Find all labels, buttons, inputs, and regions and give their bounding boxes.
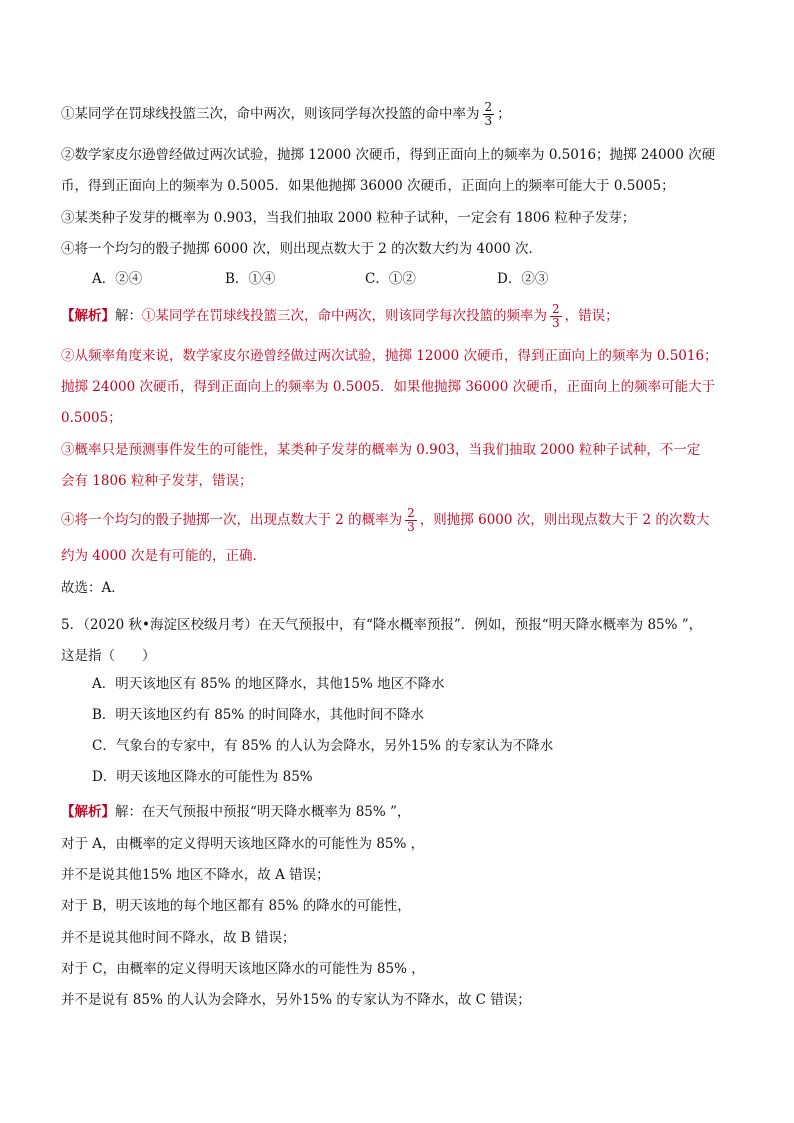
a4-paragraph-3-line-2: 会有 1806 粒种子发芽，错误； (61, 473, 253, 489)
a4-paragraph-2-line-2: 抛掷 24000 次硬币，得到正面向上的频率为 0.5005．如果他抛掷 36000 次硬币，正面向上的频率可能大于 (61, 379, 716, 395)
a4-paragraph-4-line-2: 约为 4000 次是有可能的，正确． (61, 548, 266, 564)
a5-line-1 (61, 800, 410, 824)
q5-option-d: D．明天该地区降水的可能性为 85% (92, 769, 313, 785)
a4-paragraph-4-text: ④将一个均匀的骰子抛掷一次，出现点数大于 2 的概率为 (61, 512, 403, 528)
a4-answer: 故选：A． (61, 580, 125, 596)
a4-paragraph-4-line-1 (61, 505, 710, 534)
q5-stem-line-1: 5．（2020 秋•海淀区校级月考）在天气预报中，有“降水概率预报”．例如，预报“明天降水概率为 85% ”， (61, 617, 703, 633)
a5-line-3: 并不是说其他15% 地区不降水，故 A 错误； (61, 867, 330, 883)
fraction-two-thirds (483, 101, 495, 128)
q4-statement-2-line-2: 币，得到正面向上的频率为 0.5005．如果他抛掷 36000 次硬币，正面向上的频率可能大于 0.5005； (61, 178, 675, 194)
fraction-numerator: 2 (407, 505, 415, 520)
fraction-denominator: 3 (407, 519, 415, 534)
q4-option-d: D．②③ (497, 271, 549, 287)
a4-paragraph-1 (61, 301, 619, 330)
fraction-two-thirds (405, 507, 417, 534)
a5-line-7: 并不是说有 85% 的人认为会降水，另外15% 的专家认为不降水，故 C 错误； (61, 992, 531, 1008)
fraction-numerator: 2 (484, 99, 493, 114)
analysis-tag: 【解析】 (61, 804, 115, 820)
q5-stem-line-2: 这是指（ ） (61, 648, 156, 664)
q4-statement-4: ④将一个均匀的骰子抛掷 6000 次，则出现点数大于 2 的次数大约为 4000 次． (61, 241, 543, 257)
a5-line-4: 对于 B，明天该地的每个地区都有 85% 的降水的可能性， (61, 898, 411, 914)
q4-option-c: C．①② (365, 271, 416, 287)
q5-option-c: C．气象台的专家中，有 85% 的人认为会降水，另外15% 的专家认为不降水 (92, 738, 554, 754)
a5-line-6: 对于 C，由概率的定义得明天该地区降水的可能性为 85% ， (61, 961, 425, 977)
q4-statement-3: ③某类种子发芽的概率为 0.903，当我们抽取 2000 粒种子试种，一定会有 1806 粒种子发芽； (61, 210, 636, 226)
a5-line-1-text: 解：在天气预报中预报“明天降水概率为 85% ”， (115, 804, 411, 820)
a5-line-2: 对于 A，由概率的定义得明天该地区降水的可能性为 85% ， (61, 836, 425, 852)
a4-paragraph-2-line-3: 0.5005； (61, 410, 122, 426)
a4-paragraph-4-text-cont: ，则抛掷 6000 次，则出现点数大于 2 的次数大 (419, 512, 710, 528)
q5-option-a: A．明天该地区有 85% 的地区降水，其他15% 地区不降水 (92, 676, 445, 692)
fraction-numerator: 2 (552, 301, 560, 316)
a4-paragraph-1-text: ①某同学在罚球线投篮三次，命中两次，则该同学每次投篮的频率为 (142, 308, 547, 324)
a4-paragraph-2-line-1: ②从频率角度来说，数学家皮尔逊曾经做过两次试验，抛掷 12000 次硬币，得到正面向上的频率为 0.5016； (61, 348, 718, 364)
a5-line-5: 并不是说其他时间不降水，故 B 错误； (61, 930, 296, 946)
fraction-two-thirds (550, 303, 562, 330)
analysis-tag: 【解析】 (61, 308, 115, 324)
analysis-solution-prefix: 解： (115, 308, 142, 324)
q4-option-a: A．②④ (92, 271, 143, 287)
q5-option-b: B．明天该地区约有 85% 的时间降水，其他时间不降水 (92, 707, 425, 723)
q4-statement-1-end: ； (497, 106, 511, 122)
a4-paragraph-3-line-1: ③概率只是预测事件发生的可能性，某类种子发芽的概率为 0.903，当我们抽取 2000 粒种子试种，不一定 (61, 442, 701, 458)
fraction-denominator: 3 (552, 315, 560, 330)
q4-statement-1 (61, 99, 511, 128)
q4-statement-1-text: ①某同学在罚球线投篮三次，命中两次，则该同学每次投篮的命中率为 (61, 106, 480, 122)
q4-statement-2-line-1: ②数学家皮尔逊曾经做过两次试验，抛掷 12000 次硬币，得到正面向上的频率为 0.5016；抛掷 24000 次硬 (61, 147, 716, 163)
a4-paragraph-1-end: ，错误； (564, 308, 619, 324)
fraction-denominator: 3 (484, 113, 493, 128)
q4-option-b: B．①④ (225, 271, 276, 287)
